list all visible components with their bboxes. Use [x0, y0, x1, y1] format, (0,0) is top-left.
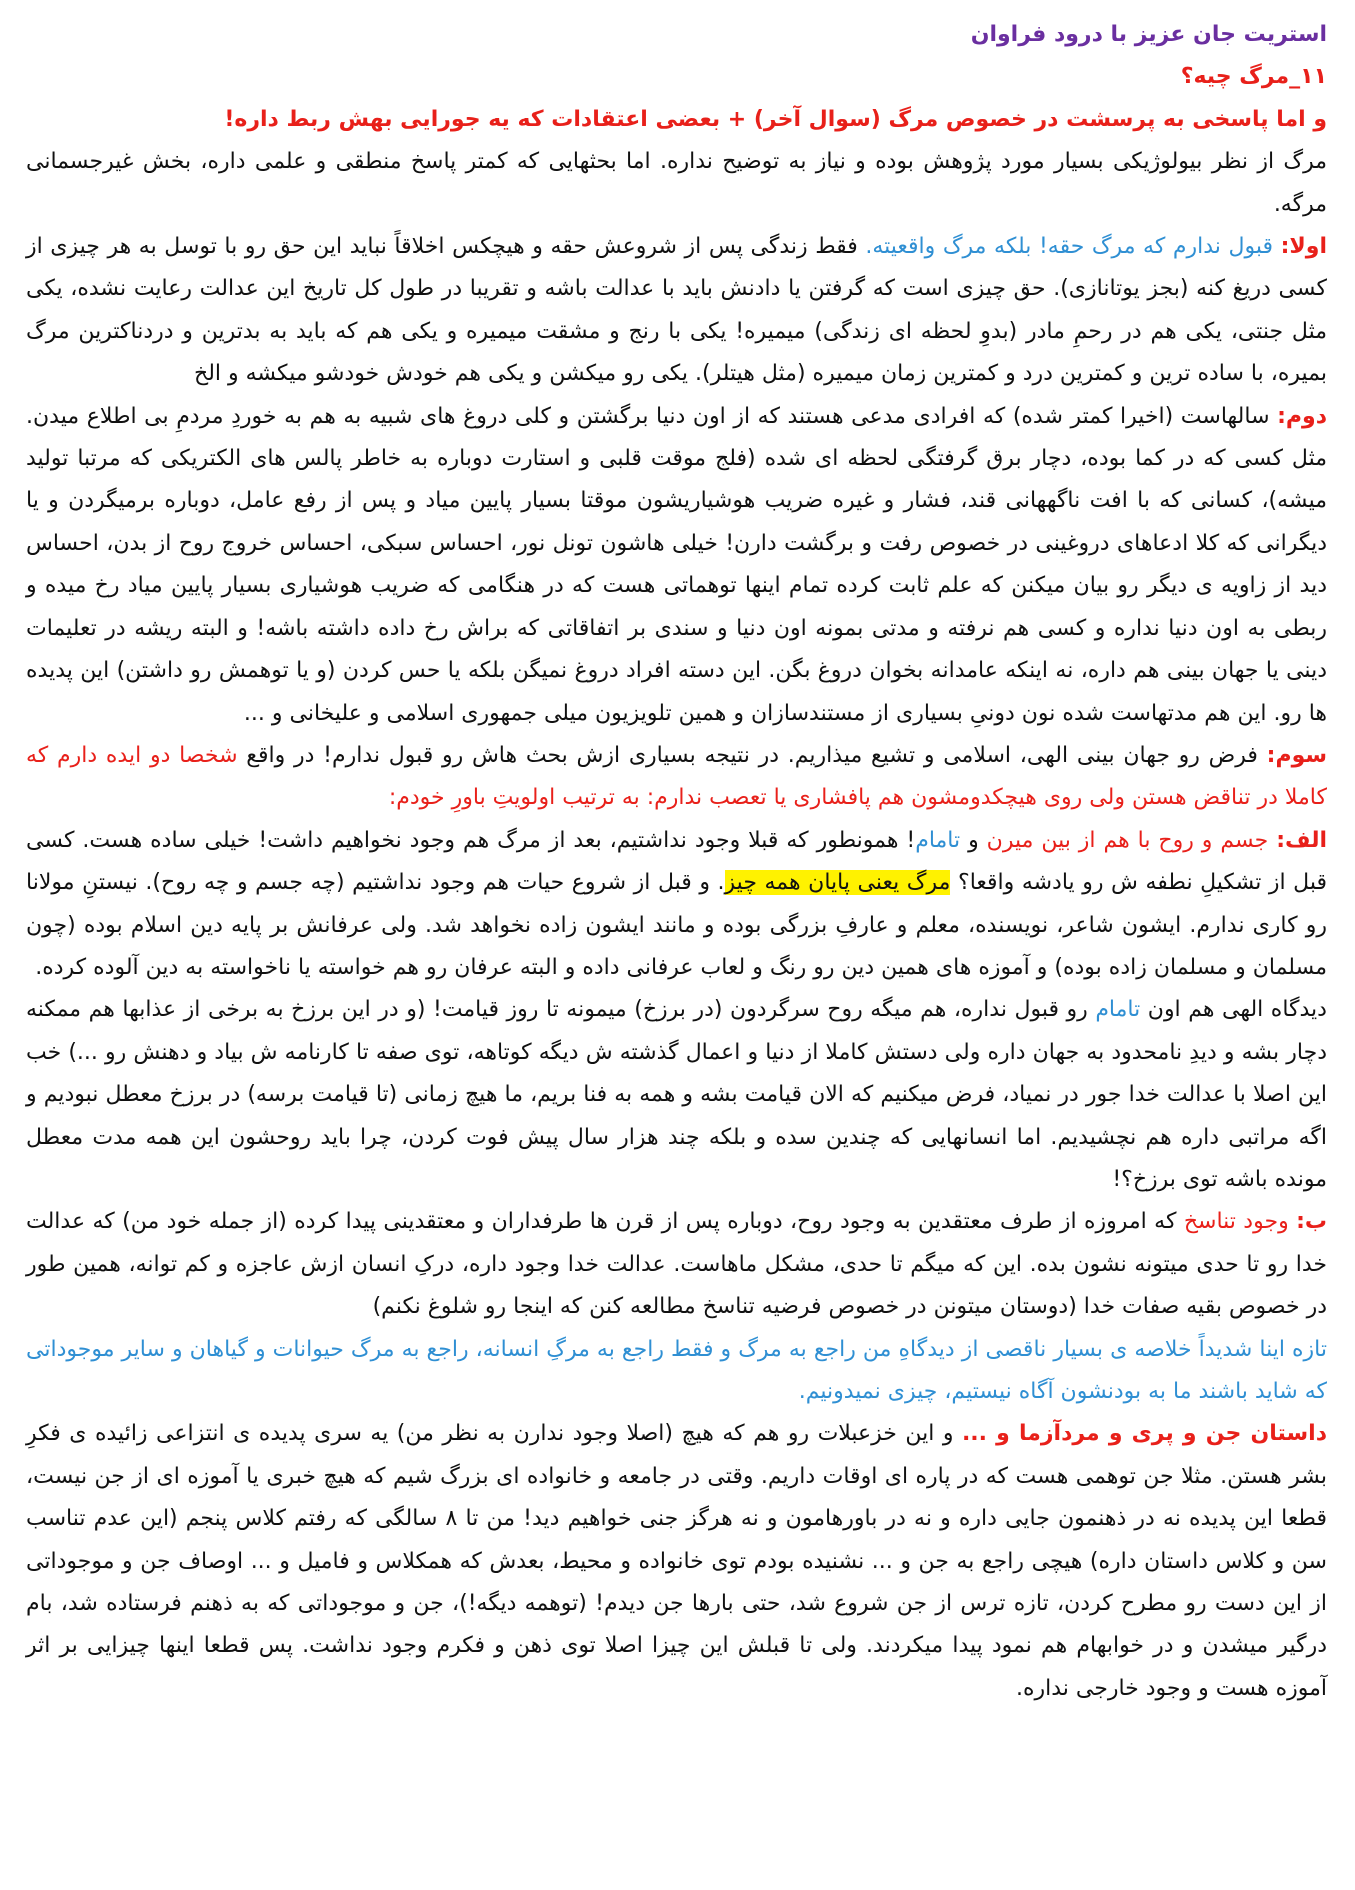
- paragraph-alef: [26, 820, 1327, 990]
- first-label: اولا:: [1280, 234, 1327, 260]
- second-label: دوم:: [1277, 403, 1327, 429]
- alef-highlight: مرگ یعنی پایان همه چیز: [724, 870, 951, 896]
- divine-text-1: دیدگاه الهی هم اون: [1147, 997, 1327, 1023]
- greeting: استریت جان عزیز با درود فراوان: [970, 22, 1327, 47]
- third-red-text: شخصا دو ایده دارم که کاملا در تناقض هستن ولی روی هیچکدومشون هم پافشاری یا تعصب ندارم: به ترتیب اولویتِ باورِ خودم:: [26, 742, 1327, 811]
- alef-text-1: ! همونطور که قبلا وجود نداشتیم، بعد از مرگ هم وجود نخواهیم داشت! خیلی ساده هست. کسی قبل از تشکیلِ نطفه ش رو یادشه واقعا؟: [26, 827, 1328, 896]
- third-text: فرض رو جهان بینی الهی، اسلامی و تشیع میذاریم. در نتیجه بسیاری ازش بحث هاش رو قبول ندارم! در واقع: [246, 742, 1258, 768]
- alef-blue-word: تامام: [915, 827, 961, 853]
- intro-line: و اما پاسخی به پرسشت در خصوص مرگ (سوال آخر) + بعضی اعتقادات که یه جورایی بهش ربط داره!: [224, 106, 1327, 132]
- divine-blue-word: تامام: [1095, 997, 1141, 1023]
- paragraph-second: [26, 396, 1327, 735]
- alef-label: الف:: [1276, 827, 1328, 853]
- second-text: سالهاست (اخیرا کمتر شده) که افرادی مدعی هستند که از اون دنیا برگشتن و کلی دروغ های شبیه به هم به خوردِ مردمِ بی اطلاع میدن. مثل کسی که در کما بوده، دچار برق گرفتگی لحظه ای شده (فلج موقت قلبی و استارت دوباره به خاطر پالس های الکتریکی که مرتبا تولید میشه)، کسانی که با افت ناگههانی قند، فشار و غیره ضریب هوشیاریشون موقتا بسیار پایین میاد و پس از رفع عامل، دوباره برمیگردن و یا دیگرانی که کلا ادعاهای دروغینی در خصوص رفت و برگشت دارن! خیلی هاشون تونل نور، احساس سبکی، احساس خروج روح از بدن، احساس دید از زاویه ی دیگر رو بیان میکنن که علم ثابت کرده تمام اینها توهماتی هست که در هنگامی که ضریب هوشیاری بسیار پایین میاد رخ میده و ربطی به اون دنیا نداره و کسی هم نرفته و مدتی بمونه اون دنیا و سندی بر اتفاقاتی که براش رخ داده داشته باشه! و البته ریشه در تعلیمات دینی یا جهان بینی هم داره، نه اینکه عامدانه بخوان دروغ بگن. این دسته افراد دروغ نمیگن بلکه یا حس کردن (و یا توهمش رو داشتن) این پدیده ها رو. این هم مدتهاست شده نون دونیِ بسیاری از مستندسازان و همین تلویزیون میلی جمهوری اسلامی و علیخانی و ...: [26, 403, 1327, 726]
- third-label: سوم:: [1266, 742, 1328, 768]
- first-statement: قبول ندارم که مرگ حقه! بلکه مرگ واقعیته.: [865, 234, 1274, 260]
- be-red-text: وجود تناسخ: [1183, 1209, 1289, 1235]
- paragraph-jinn: [26, 1413, 1327, 1710]
- paragraph-biology: مرگ از نظر بیولوژیکی بسیار مورد پژوهش بوده و نیاز به توضیح نداره. اما بحثهایی که کمتر پاسخ منطقی و علمی داره، بخش غیرجسمانی مرگه.: [26, 149, 1327, 217]
- paragraph-summary-note: تازه اینا شدیداً خلاصه ی بسیار ناقصی از دیدگاهِ من راجع به مرگ و فقط راجع به مرگِ انسانه، راجع به مرگ حیوانات و گیاهان و سایر موجوداتی که شاید باشند ما به بودنشون آگاه نیستیم، چیزی نمیدونیم.: [26, 1336, 1327, 1404]
- alef-text-2: . و قبل از شروع حیات هم وجود نداشتیم (چه جسم و چه روح). نیستنِ مولانا رو کاری ندارم. ایشون شاعر، نویسنده، معلم و عارفِ بزرگی بوده و مانند ایشون زاده نخواهد شد. ولی عرفانش بر پایه دین اسلام بوده (چون مسلمان و مسلمان زاده بوده) و آموزه های همین دین رو رنگ و لعاب عرفانی داده و البته عرفان رو هم خواسته یا ناخواسته به دین آلوده کرده.: [26, 870, 1327, 980]
- paragraph-first: [26, 226, 1327, 396]
- alef-red-text: جسم و روح با هم از بین میرن: [986, 827, 1269, 853]
- paragraph-third: [26, 735, 1327, 820]
- be-text: که امروزه از طرف معتقدین به وجود روح، دوباره پس از قرن ها طرفداران و معتقدینی پیدا کرده (از جمله خود من) که عدالت خدا رو تا حدی میتونه نشون بده. این که میگم تا حدی، مشکل ماهاست. عدالت خدا وجود داره، درکِ انسان ازش عاجزه و کم توانه، همین طور در خصوص بقیه صفات خدا (دوستان میتونن در خصوص فرضیه تناسخ مطالعه کنن که اینجا رو شلوغ نکنم): [26, 1209, 1327, 1320]
- be-label: ب:: [1296, 1209, 1327, 1235]
- section-heading: ۱۱_مرگ چیه؟: [1180, 64, 1327, 90]
- alef-and: و: [968, 827, 979, 853]
- paragraph-be: [26, 1201, 1327, 1328]
- first-text: فقط زندگی پس از شروعش حقه و هیچکس اخلاقاً نباید این حق رو با توسل به هر چیزی از کسی دریغ کنه (بجز یوتانازی). حق چیزی است که گرفتن یا دادنش باید با عدالت باشه و تقریبا در طول کل تاریخ این عدالت رعایت نشده، یکی مثل جنتی، یکی هم در رحمِ مادر (بدوِ لحظه ای زندگی) میمیره! یکی با رنج و مشقت میمیره و یکی هم که باید به بدترین و دردناکترین مرگ بمیره، با ساده ترین و کمترین درد و کمترین زمان میمیره (مثل هیتلر). یکی رو میکشن و یکی هم خودش خودشو میکشه و الخ: [26, 234, 1327, 387]
- divine-text-2: رو قبول نداره، هم میگه روح سرگردون (در برزخ) میمونه تا روز قیامت! (و در این برزخ به برخی از عذابها هم ممکنه دچار بشه و دیدِ نامحدود به جهان داره ولی دستش کاملا از دنیا و اعمال گذشته ش دیگه کوتاهه، توی صفه تا کارنامه ش بیاد و دهنش رو ...) خب این اصلا با عدالت خدا جور در نمیاد، فرض میکنیم که الان قیامت بشه و همه به فنا بریم، ما هیچ زمانی (تا قیامت برسه) در برزخ معطل نبودیم و اگه مراتبی داره هم نچشیدیم. اما انسانهایی که چندین سده و بلکه چند هزار سال پیش فوت کردن، چرا باید روحشون این همه مدت معطل مونده باشه توی برزخ؟!: [26, 997, 1327, 1192]
- paragraph-divine-view: [26, 989, 1327, 1201]
- jinn-red-text: داستان جن و پری و مردآزما و ...: [961, 1421, 1327, 1447]
- jinn-text: و این خزعبلات رو هم که هیچ (اصلا وجود ندارن به نظر من) یه سری پدیده ی انتزاعی زائیده ی فکرِ بشر هستن. مثلا جن توهمی هست که در پاره ای اوقات داریم. وقتی در جامعه و خانواده ای بزرگ شیم که هیچ خبری یا آموزه ای از جن نیست، قطعا این پدیده نه در ذهنمون جایی داره و نه در باورهامون و نه هرگز جنی خواهیم دید! من تا ۸ سالگی که رفتم کلاس پنجم (این عدم تناسب سن و کلاس داستان داره) هیچی راجع به جن و ... نشنیده بودم توی خانواده و محیط، بعدش که همکلاس و فامیل و ... اوصاف جن و موجوداتی از این دست رو مطرح کردن، تازه ترس از جن شروع شد، حتی بارها جن دیدم! (توهمه دیگه!)، جن و موجوداتی که به ذهنم فرستاده شد، بام درگیر میشدن و در خوابهام هم نمود پیدا میکردند. ولی تا قبلش این چیزا اصلا توی ذهن و فکرم وجود نداشت. پس قطعا اینها چیزایی بر اثر آموزه هست و وجود خارجی نداره.: [26, 1421, 1327, 1701]
